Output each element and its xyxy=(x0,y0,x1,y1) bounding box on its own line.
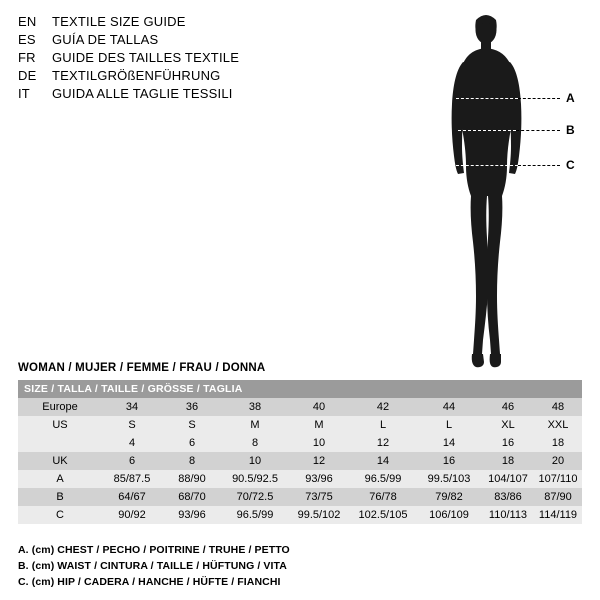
language-title-de: TEXTILGRÖßENFÜHRUNG xyxy=(52,68,221,83)
cell: 85/87.5 xyxy=(102,470,162,488)
cell: 110/113 xyxy=(482,506,534,524)
table-row xyxy=(18,506,582,524)
language-row-es xyxy=(18,32,348,50)
cell: S xyxy=(162,416,222,434)
legend-item-c: C. (cm) HIP / CADERA / HANCHE / HÜFTE / FIANCHI xyxy=(18,576,281,588)
table-row xyxy=(18,488,582,506)
table-header-row xyxy=(18,380,582,398)
cell: 6 xyxy=(102,452,162,470)
cell: 64/67 xyxy=(102,488,162,506)
cell: M xyxy=(288,416,350,434)
cell: 8 xyxy=(162,452,222,470)
language-title-list xyxy=(18,14,348,104)
cell: 76/78 xyxy=(350,488,416,506)
measure-label-b: B xyxy=(566,123,575,137)
cell: 8 xyxy=(222,434,288,452)
table-header-label: SIZE / TALLA / TAILLE / GRÖSSE / TAGLIA xyxy=(18,380,582,398)
cell: 96.5/99 xyxy=(222,506,288,524)
cell: 73/75 xyxy=(288,488,350,506)
measure-line-c-outer xyxy=(518,165,560,166)
cell: 88/90 xyxy=(162,470,222,488)
female-silhouette-figure xyxy=(430,10,590,370)
language-row-fr xyxy=(18,50,348,68)
language-row-it xyxy=(18,86,348,104)
cell: 6 xyxy=(162,434,222,452)
language-row-en xyxy=(18,14,348,32)
measure-line-c-inner xyxy=(456,165,518,166)
cell: 12 xyxy=(350,434,416,452)
cell: 93/96 xyxy=(288,470,350,488)
cell: 79/82 xyxy=(416,488,482,506)
measure-line-b-outer xyxy=(516,130,560,131)
cell: 87/90 xyxy=(534,488,582,506)
language-row-de xyxy=(18,68,348,86)
cell: 96.5/99 xyxy=(350,470,416,488)
cell: 14 xyxy=(350,452,416,470)
measure-line-a-inner xyxy=(456,98,518,99)
language-code-en: EN xyxy=(18,14,37,29)
cell: 12 xyxy=(288,452,350,470)
cell: L xyxy=(350,416,416,434)
cell: 20 xyxy=(534,452,582,470)
cell: 102.5/105 xyxy=(350,506,416,524)
cell: 10 xyxy=(222,452,288,470)
silhouette-icon xyxy=(430,10,590,370)
cell: 106/109 xyxy=(416,506,482,524)
language-title-es: GUÍA DE TALLAS xyxy=(52,32,159,47)
cell: 38 xyxy=(222,398,288,416)
cell: 18 xyxy=(482,452,534,470)
language-title-en: TEXTILE SIZE GUIDE xyxy=(52,14,186,29)
cell: 36 xyxy=(162,398,222,416)
row-label-us-numeric xyxy=(18,434,102,452)
measure-label-c: C xyxy=(566,158,575,172)
legend-item-a: A. (cm) CHEST / PECHO / POITRINE / TRUHE / PETTO xyxy=(18,544,290,556)
language-title-it: GUIDA ALLE TAGLIE TESSILI xyxy=(52,86,233,101)
table-row xyxy=(18,416,582,434)
cell: 14 xyxy=(416,434,482,452)
cell: 93/96 xyxy=(162,506,222,524)
measure-line-b-inner xyxy=(458,130,516,131)
row-label-b: B xyxy=(18,488,102,506)
measurement-legend xyxy=(18,542,290,590)
cell: 104/107 xyxy=(482,470,534,488)
language-title-fr: GUIDE DES TAILLES TEXTILE xyxy=(52,50,240,65)
cell: XXL xyxy=(534,416,582,434)
cell: 10 xyxy=(288,434,350,452)
cell: S xyxy=(102,416,162,434)
size-table-container xyxy=(18,380,582,524)
cell: M xyxy=(222,416,288,434)
measure-line-a-outer xyxy=(518,98,560,99)
cell: 107/110 xyxy=(534,470,582,488)
row-label-c: C xyxy=(18,506,102,524)
cell: 83/86 xyxy=(482,488,534,506)
cell: 48 xyxy=(534,398,582,416)
table-row xyxy=(18,434,582,452)
language-code-fr: FR xyxy=(18,50,36,65)
cell: 44 xyxy=(416,398,482,416)
language-code-es: ES xyxy=(18,32,36,47)
cell: 90.5/92.5 xyxy=(222,470,288,488)
cell: 16 xyxy=(482,434,534,452)
table-row xyxy=(18,452,582,470)
measure-label-a: A xyxy=(566,91,575,105)
language-code-de: DE xyxy=(18,68,37,83)
cell: L xyxy=(416,416,482,434)
table-row xyxy=(18,398,582,416)
cell: 99.5/103 xyxy=(416,470,482,488)
row-label-uk: UK xyxy=(18,452,102,470)
cell: 18 xyxy=(534,434,582,452)
row-label-us: US xyxy=(18,416,102,434)
table-row xyxy=(18,470,582,488)
cell: 99.5/102 xyxy=(288,506,350,524)
legend-item-b: B. (cm) WAIST / CINTURA / TAILLE / HÜFTUNG / VITA xyxy=(18,560,287,572)
row-label-a: A xyxy=(18,470,102,488)
section-heading: WOMAN / MUJER / FEMME / FRAU / DONNA xyxy=(18,362,266,374)
cell: 90/92 xyxy=(102,506,162,524)
cell: XL xyxy=(482,416,534,434)
cell: 40 xyxy=(288,398,350,416)
cell: 42 xyxy=(350,398,416,416)
cell: 70/72.5 xyxy=(222,488,288,506)
language-code-it: IT xyxy=(18,86,30,101)
cell: 34 xyxy=(102,398,162,416)
cell: 16 xyxy=(416,452,482,470)
cell: 46 xyxy=(482,398,534,416)
cell: 68/70 xyxy=(162,488,222,506)
cell: 114/119 xyxy=(534,506,582,524)
size-table xyxy=(18,380,582,524)
cell: 4 xyxy=(102,434,162,452)
row-label-europe: Europe xyxy=(18,398,102,416)
